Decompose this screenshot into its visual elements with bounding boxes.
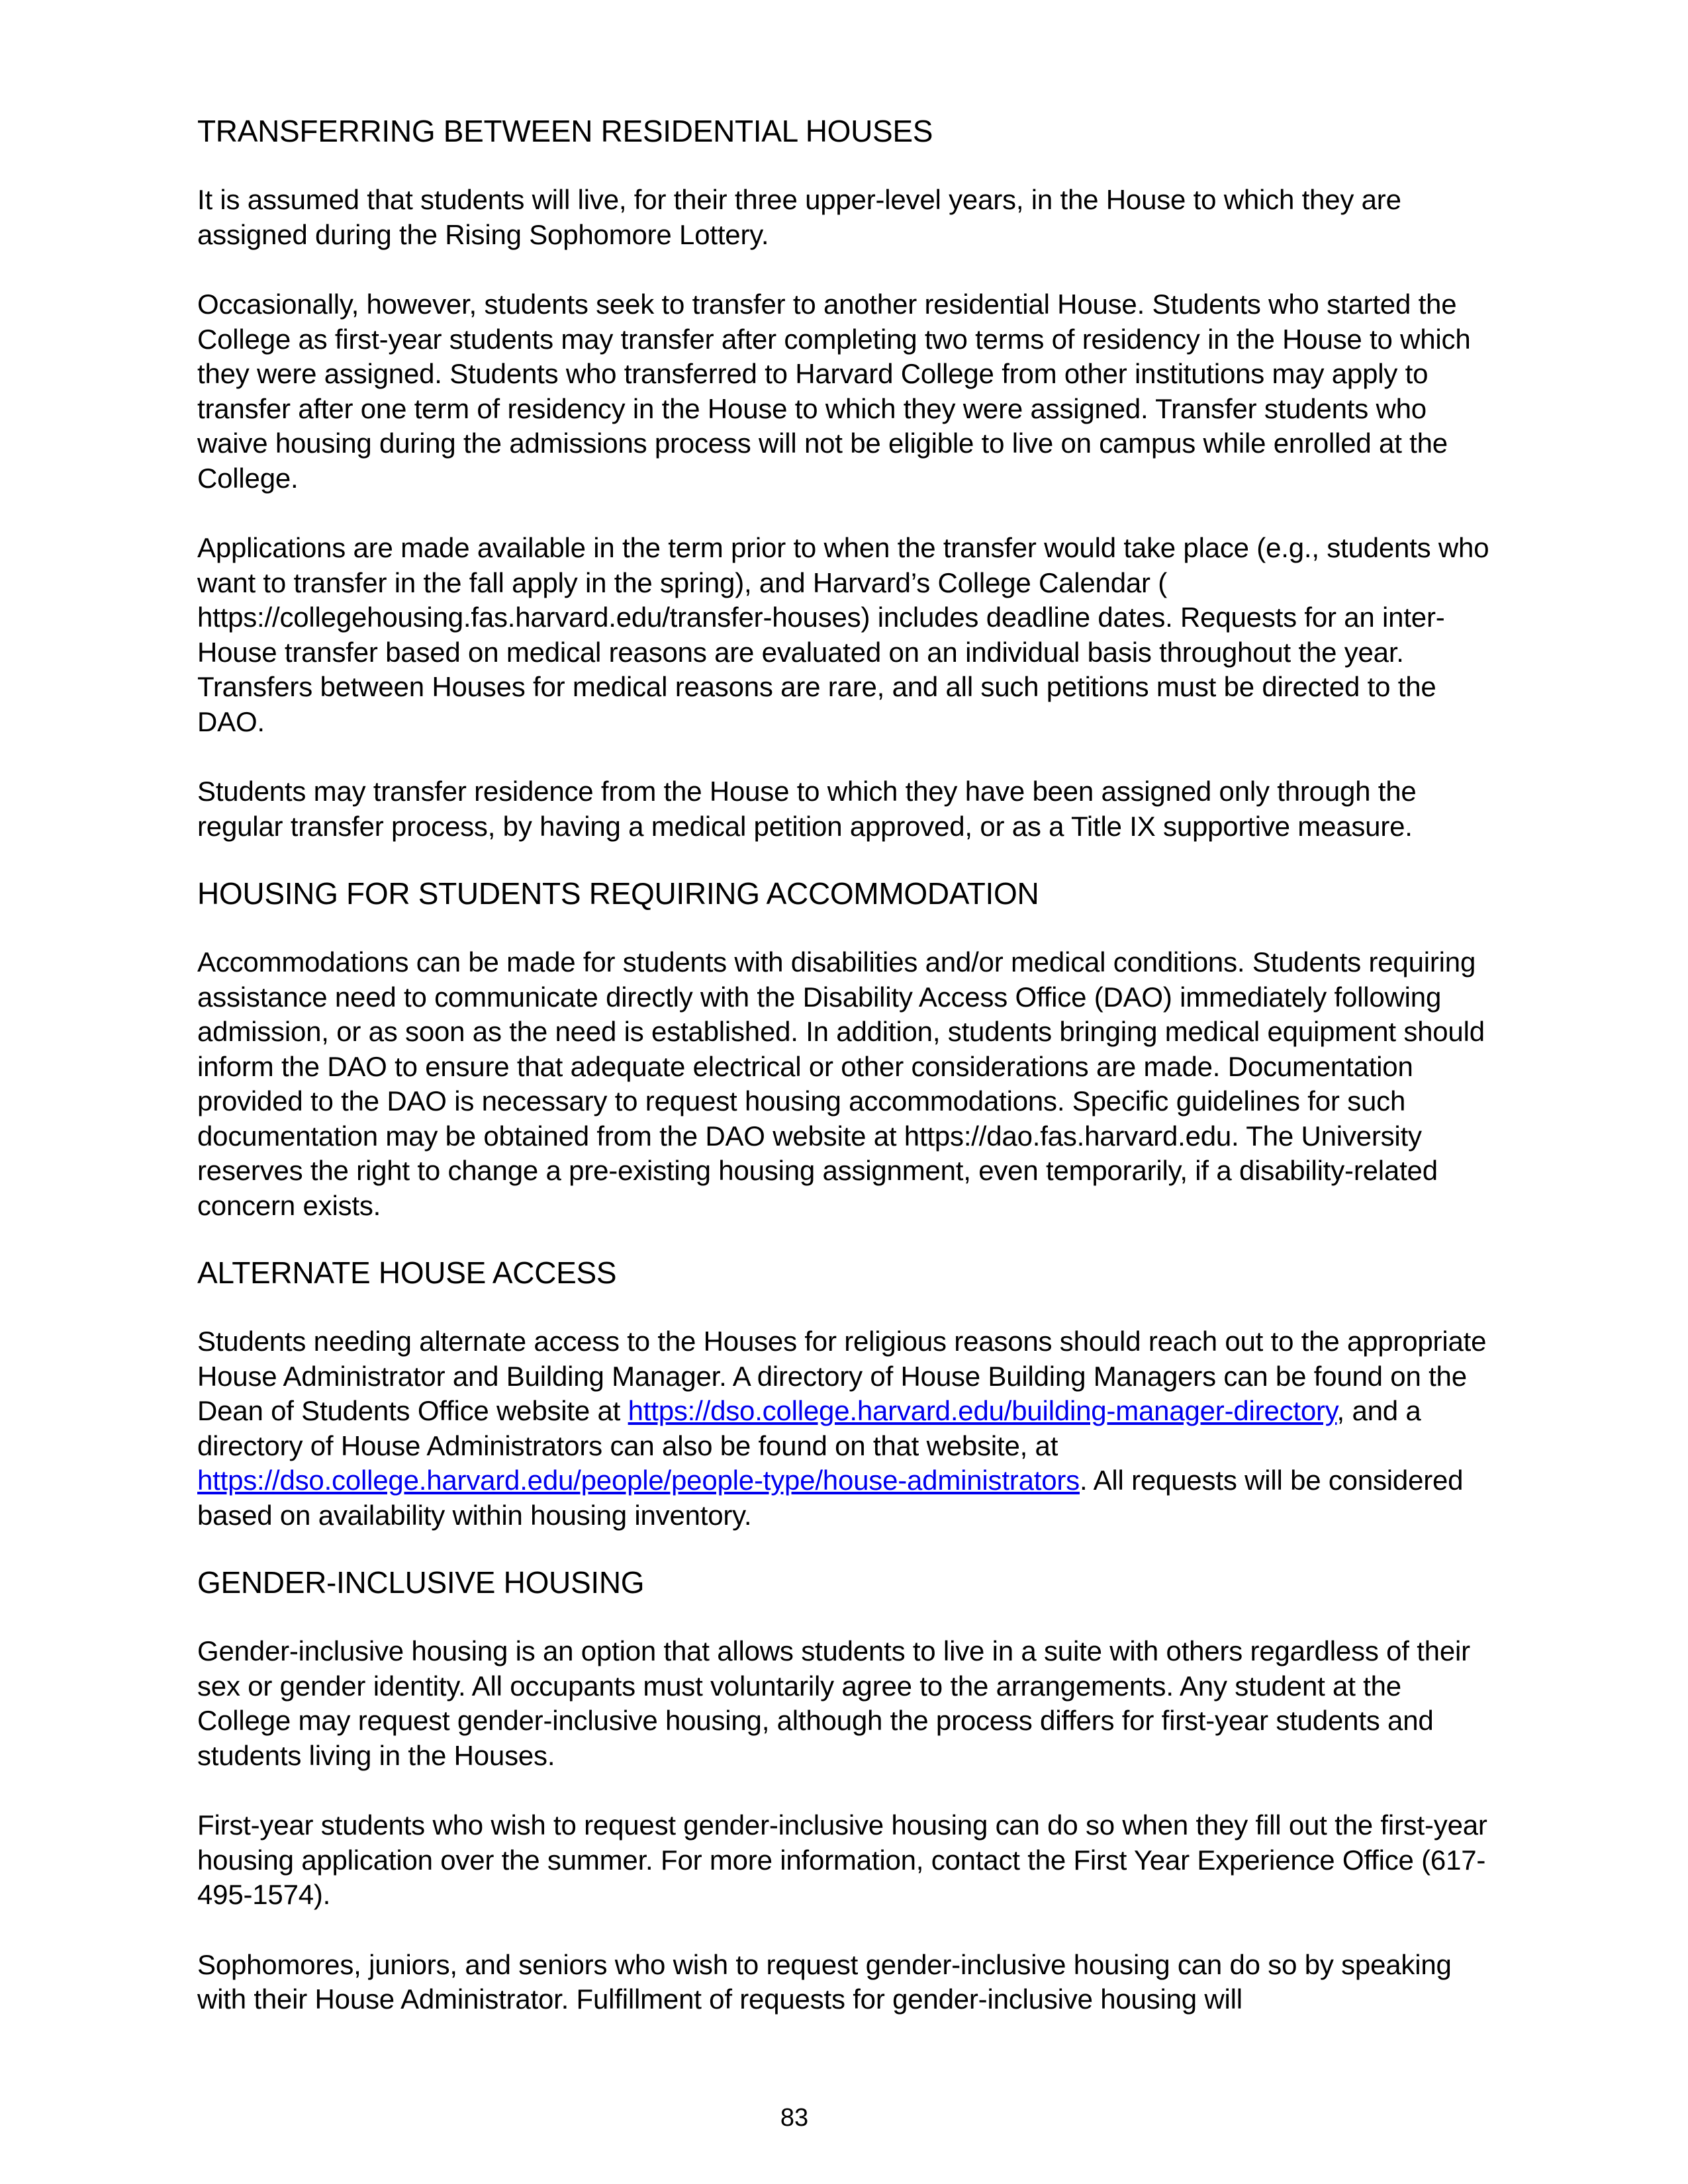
section-heading: ALTERNATE HOUSE ACCESS — [197, 1255, 617, 1290]
page-content — [197, 113, 1495, 2052]
paragraph: Accommodations can be made for students with disabilities and/or medical conditions. Students requiring assistance need to communicate directly with the Disability Access Office (DAO) immediately following admission, or as soon as the need is established. In addition, students bringing medical equipment should inform the DAO to ensure that adequate electrical or other considerations are made. Documentation provided to the DAO is necessary to request housing accommodations. Specific guidelines for such documentation may be obtained from the DAO website at https://dao.fas.harvard.edu. The University reserves the right to change a pre-existing housing assignment, even temporarily, if a disability-related concern exists. — [197, 946, 1485, 1221]
building-manager-directory-link[interactable]: https://dso.college.harvard.edu/building-manager-directory — [628, 1395, 1337, 1426]
text-run: . All requests will be considered based on availability within housing inventory. — [197, 1465, 1464, 1531]
paragraph: Occasionally, however, students seek to transfer to another residential House. Students who started the College as first-year students may transfer after completing two terms of residency in the House to which they were assigned. Students who transferred to Harvard College from other institutions may apply to transfer after one term of residency in the House to which they were assigned. Transfer students who waive housing during the admissions process will not be eligible to live on campus while enrolled at the College. — [197, 289, 1471, 494]
paragraph: It is assumed that students will live, for their three upper-level years, in the House to which they are assigned during the Rising Sophomore Lottery. — [197, 184, 1401, 250]
section-alternate-access — [197, 1254, 1495, 1533]
section-accommodation — [197, 875, 1495, 1223]
text-run: , and a directory of House Administrators can also be found on that website, at — [197, 1395, 1421, 1461]
paragraph: First-year students who wish to request gender-inclusive housing can do so when they fill out the first-year housing application over the summer. For more information, contact the First Year Experience Office (617-495-1574). — [197, 1809, 1487, 1910]
section-transferring — [197, 113, 1495, 844]
house-administrators-link[interactable]: https://dso.college.harvard.edu/people/people-type/house-administrators — [197, 1465, 1080, 1496]
paragraph: Gender-inclusive housing is an option that allows students to live in a suite with others regardless of their sex or gender identity. All occupants must voluntarily agree to the arrangements. Any student at the College may request gender-inclusive housing, although the process differs for first-year students and students living in the Houses. — [197, 1635, 1470, 1771]
section-heading: HOUSING FOR STUDENTS REQUIRING ACCOMMODATION — [197, 876, 1039, 911]
section-heading: TRANSFERRING BETWEEN RESIDENTIAL HOUSES — [197, 114, 933, 148]
text-run: Students needing alternate access to the Houses for religious reasons should reach out to the appropriate House Administrator and Building Manager. A directory of House Building Managers can be found on the Dean of Students Office website at — [197, 1326, 1487, 1426]
paragraph: Sophomores, juniors, and seniors who wish to request gender-inclusive housing can do so by speaking with their House Administrator. Fulfillment of requests for gender-inclusive housing will — [197, 1948, 1452, 2015]
section-gender-inclusive — [197, 1564, 1495, 2017]
section-heading: GENDER-INCLUSIVE HOUSING — [197, 1565, 645, 1600]
page-number: 83 — [780, 2104, 809, 2132]
paragraph: Applications are made available in the term prior to when the transfer would take place (e.g., students who want to transfer in the fall apply in the spring), and Harvard’s College Calendar ( https://collegehousing.fas.harvard.edu/transfer-houses) includes deadline dates. Requests for an inter-House transfer based on medical reasons are evaluated on an individual basis throughout the year. Transfers between Houses for medical reasons are rare, and all such petitions must be directed to the DAO. — [197, 532, 1489, 737]
paragraph — [197, 1324, 1495, 1533]
paragraph: Students may transfer residence from the House to which they have been assigned only through the regular transfer process, by having a medical petition approved, or as a Title IX supportive measure. — [197, 776, 1417, 842]
